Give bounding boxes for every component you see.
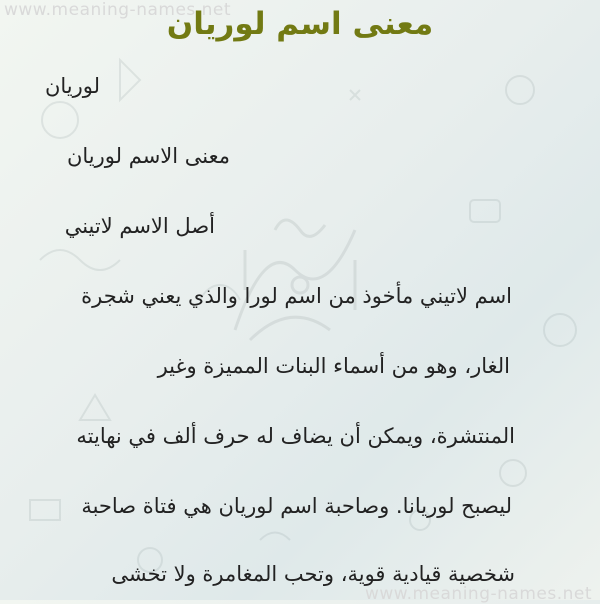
paragraph-line-1: اسم لاتيني مأخوذ من اسم لورا والذي يعني شجرة bbox=[81, 284, 512, 308]
paragraph-line-3: المنتشرة، ويمكن أن يضاف له حرف ألف في نهايته bbox=[76, 424, 515, 448]
origin-heading: أصل الاسم لاتيني bbox=[64, 214, 215, 238]
watermark-top: www.meaning-names.net bbox=[4, 0, 232, 20]
paragraph-line-2: الغار، وهو من أسماء البنات المميزة وغير bbox=[157, 354, 510, 378]
calligraphy-seal-icon bbox=[215, 190, 385, 360]
paragraph-line-5: شخصية قيادية قوية، وتحب المغامرة ولا تخشى bbox=[111, 562, 515, 586]
name-line: لوريان bbox=[44, 74, 100, 98]
watermark-bottom: www.meaning-names.net bbox=[364, 584, 592, 604]
meaning-heading: معنى الاسم لوريان bbox=[66, 144, 230, 168]
page-title: معنى اسم لوريان bbox=[166, 6, 434, 42]
paragraph-line-4: ليصبح لوريانا. وصاحبة اسم لوريان هي فتاة صاحبة bbox=[81, 494, 512, 518]
